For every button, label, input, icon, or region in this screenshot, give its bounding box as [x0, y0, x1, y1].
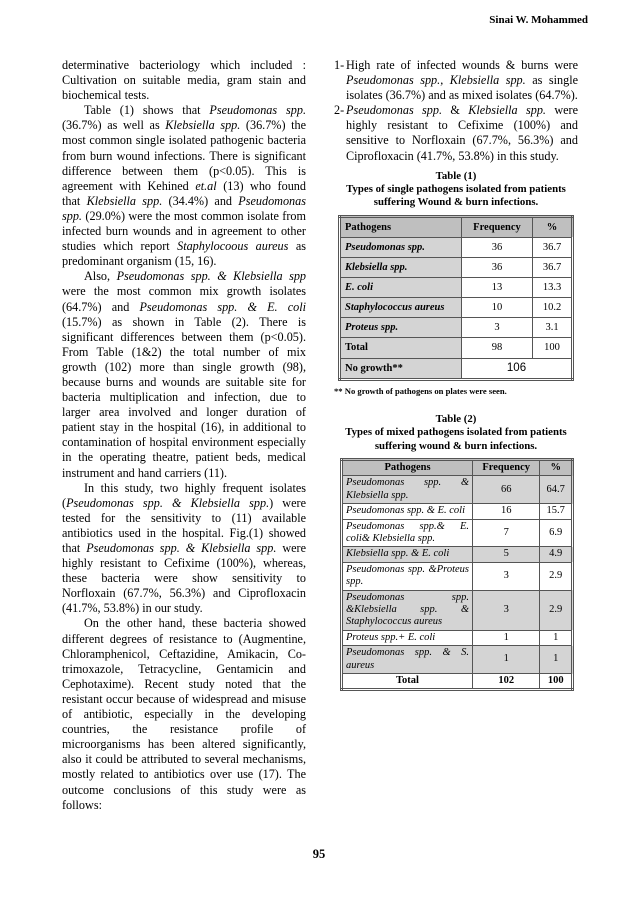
running-header: Sinai W. Mohammed	[489, 14, 588, 26]
paragraph-2: Table (1) shows that Pseudomonas spp. (36.7%) as well as Klebsiella spp. (36.7%) the most common single isolated pathogenic bacteria from burn wound infections. There is significant difference between them (p<0.05). This is agreement with Kehined et.al (13) who found that Klebsiella spp. (34.4%) and Pseudomonas spp. (29.0%) were the most common isolate from infected burn wounds and in agreement to other studies which report Staphylocoous aureus as predominant organism (15, 16).	[62, 103, 307, 269]
table1	[338, 215, 574, 381]
table1-footnote: ** No growth of pathogens on plates were seen.	[334, 385, 507, 396]
table-row: Pseudomonas spp.& E. coli& Klebsiella spp. 7 6.9	[342, 519, 573, 547]
table-row: Pseudomonas spp. & Klebsiella spp. 66 64.7	[342, 476, 573, 504]
conclusion-item-1: 1- High rate of infected wounds & burns were Pseudomonas spp., Klebsiella spp. as single isolates (36.7%) and as mixed isolates (64.7%).	[334, 58, 578, 103]
table-row: Proteus spp.+ E. coli 1 1	[342, 630, 573, 645]
table-row: Klebsiella spp. 36 36.7	[340, 258, 573, 278]
table-row: E. coli 13 13.3	[340, 278, 573, 298]
conclusion-item-2: 2- Pseudomonas spp. & Klebsiella spp. were highly resistant to Cefixime (100%) and sensitive to Norfloxain (67.7%, 56.3%) and Ciprofloxacin (41.7%, 53.8%) in this study.	[334, 103, 578, 163]
table-row: Pseudomonas spp. &Proteus spp. 3 2.9	[342, 562, 573, 590]
page-number: 95	[312, 847, 326, 861]
table-total-row: Total 102 100	[342, 674, 573, 690]
table-header: Pathogens Frequency %	[340, 216, 573, 237]
table-total-row: Total 98 100	[340, 338, 573, 358]
table1-title: Table (1) Types of single pathogens isolated from patients suffering Wound & burn infections.	[346, 169, 566, 209]
left-column	[62, 58, 306, 813]
paragraph-5: On the other hand, these bacteria showed different degrees of resistance to (Augmentine, Chloramphenicol, Ceftazidine, Amikacin, Co-trimoxazole, Tetracycline, Gentamicin and Cephotaxime). Recent study noted that the resistant occur because of widespread and misuse of antibiotic, especially in the developing countries, the resistance profile of microorganisms has been altered significantly, also it could be attributed to several mechanisms, mostly related to antibiotics over use (17). The outcome conclusions of this study were as follows:	[62, 616, 306, 812]
table-row: Pseudomonas spp. & E. coli 16 15.7	[342, 504, 573, 519]
table-no-growth-row: No growth** 106	[340, 358, 573, 379]
table2-title: Table (2) Types of mixed pathogens isolated from patients suffering wound & burn infections.	[345, 412, 567, 452]
paragraph-1: determinative bacteriology which included : Cultivation on suitable media, gram stain and biochemical tests.	[62, 58, 306, 103]
table-row: Proteus spp. 3 3.1	[340, 318, 573, 338]
paragraph-3: Also, Pseudomonas spp. & Klebsiella spp were the most common mix growth isolates (64.7%) and Pseudomonas spp. & E. coli (15.7%) as shown in Table (2). There is significant differences between them (p<0.05). From Table (1&2) the total number of mix growth (102) more than single growth (98), because burns and wounds are suitable site for bacteria multiplication and infection, due to larger area involved and longer duration of patient stay in the hospital (16), in additional to contamination of hospital environment especially in the operating theatre, patient beds, medical instrument and hand carriers (11).	[62, 269, 307, 480]
table-row: Pseudomonas spp. &Klebsiella spp. & Staphylococcus aureus 3 2.9	[342, 590, 573, 630]
table-row: Staphylococcus aureus 10 10.2	[340, 298, 573, 318]
table-row: Pseudomonas spp. & S. aureus 1 1	[342, 646, 573, 674]
right-column	[334, 58, 578, 691]
table2	[340, 458, 574, 692]
table-row: Pseudomonas spp. 36 36.7	[340, 237, 573, 257]
paragraph-4: In this study, two highly frequent isolates (Pseudomonas spp. & Klebsiella spp.) were tested for the sensitivity to (11) available antibiotics used in the hospital. Fig.(1) showed that Pseudomonas spp. & Klebsiella spp. were highly resistant to Cefixime (100%), whereas, these bacteria were show sensitivity to Norfloxain (67.7%, 56.3%) and Ciprofloxacin (41.7%, 53.8%) in our study.	[62, 480, 306, 616]
table-header: Pathogens Frequency %	[342, 459, 573, 475]
table-row: Klebsiella spp. & E. coli 5 4.9	[342, 547, 573, 562]
